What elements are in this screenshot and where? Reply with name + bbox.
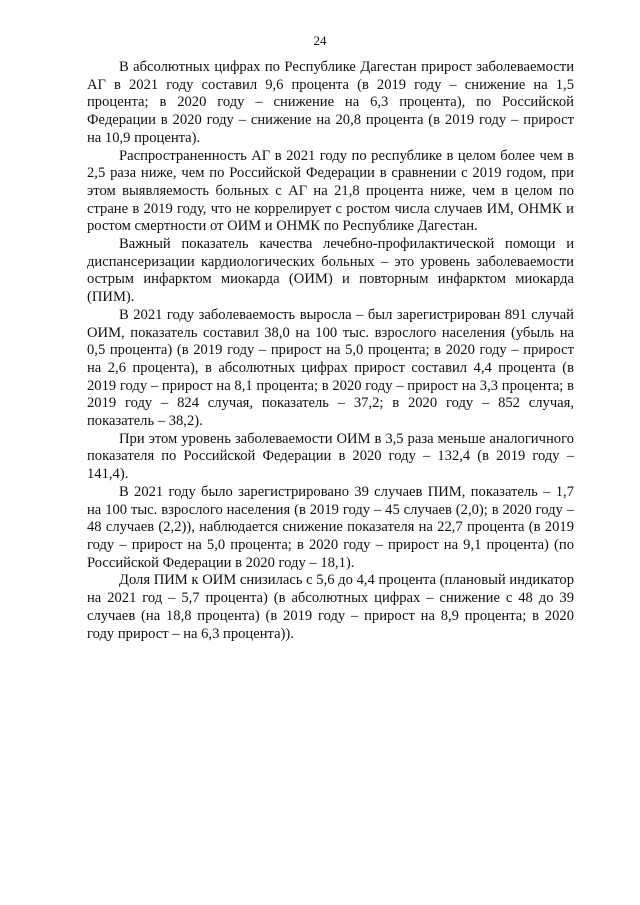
paragraph-oim-comparison: При этом уровень заболеваемости ОИМ в 3,5 раза меньше аналогичного показателя по Российской Федерации в 2020 году – 132,4 (в 2019 году – 141,4). (87, 430, 574, 483)
paragraph-pim-cases: В 2021 году было зарегистрировано 39 случаев ПИМ, показатель – 1,7 на 100 тыс. взрослого населения (в 2019 году – 45 случаев (2,0); в 2020 году – 48 случаев (2,2)), наблюдается снижение показателя на 22,7 процента (в 2019 году – прирост на 5,0 процента; в 2020 году – прирост на 9,1 процента) (по Российской Федерации в 2020 году – 18,1). (87, 483, 574, 571)
paragraph-ag-absolute-growth: В абсолютных цифрах по Республике Дагестан прирост заболеваемости АГ в 2021 году составил 9,6 процента (в 2019 году – снижение на 1,5 процента; в 2020 году – снижение на 6,3 процента), по Российской Федерации в 2020 году – снижение на 20,8 процента (в 2019 году – прирост на 10,9 процента). (87, 59, 574, 146)
page-number: 24 (313, 33, 327, 48)
paragraph-pim-oim-ratio: Доля ПИМ к ОИМ снизилась с 5,6 до 4,4 процента (плановый индикатор на 2021 год – 5,7 процента) (в абсолютных цифрах – снижение с 48 до 39 случаев (на 18,8 процента) (в 2019 году – прирост на 8,9 процента; в 2020 году прирост – на 6,3 процента)). (87, 572, 574, 642)
paragraph-quality-indicator: Важный показатель качества лечебно-профилактической помощи и диспансеризации кардиологических больных – это уровень заболеваемости острым инфарктом миокарда (ОИМ) и повторным инфарктом миокарда (ПИМ). (87, 236, 574, 306)
document-body (87, 59, 574, 643)
paragraph-ag-prevalence: Распространенность АГ в 2021 году по республике в целом более чем в 2,5 раза ниже, чем по Российской Федерации в сравнении с 2019 годом, при этом выявляемость больных с АГ на 21,8 процента ниже, чем в целом по стране в 2019 году, что не коррелирует с ростом числа случаев ИМ, ОНМК и ростом смертности от ОИМ и ОНМК по Республике Дагестан. (87, 147, 574, 235)
paragraph-oim-incidence: В 2021 году заболеваемость выросла – был зарегистрирован 891 случай ОИМ, показатель составил 38,0 на 100 тыс. взрослого населения (убыль на 0,5 процента) (в 2019 году – прирост на 5,0 процента; в 2020 году – прирост на 2,6 процента), в абсолютных цифрах прирост составил 4,4 процента (в 2019 году – прирост на 8,1 процента; в 2020 году – прирост на 3,3 процента; в 2019 году – 824 случая, показатель – 37,2; в 2020 году – 852 случая, показатель – 38,2). (87, 306, 574, 430)
